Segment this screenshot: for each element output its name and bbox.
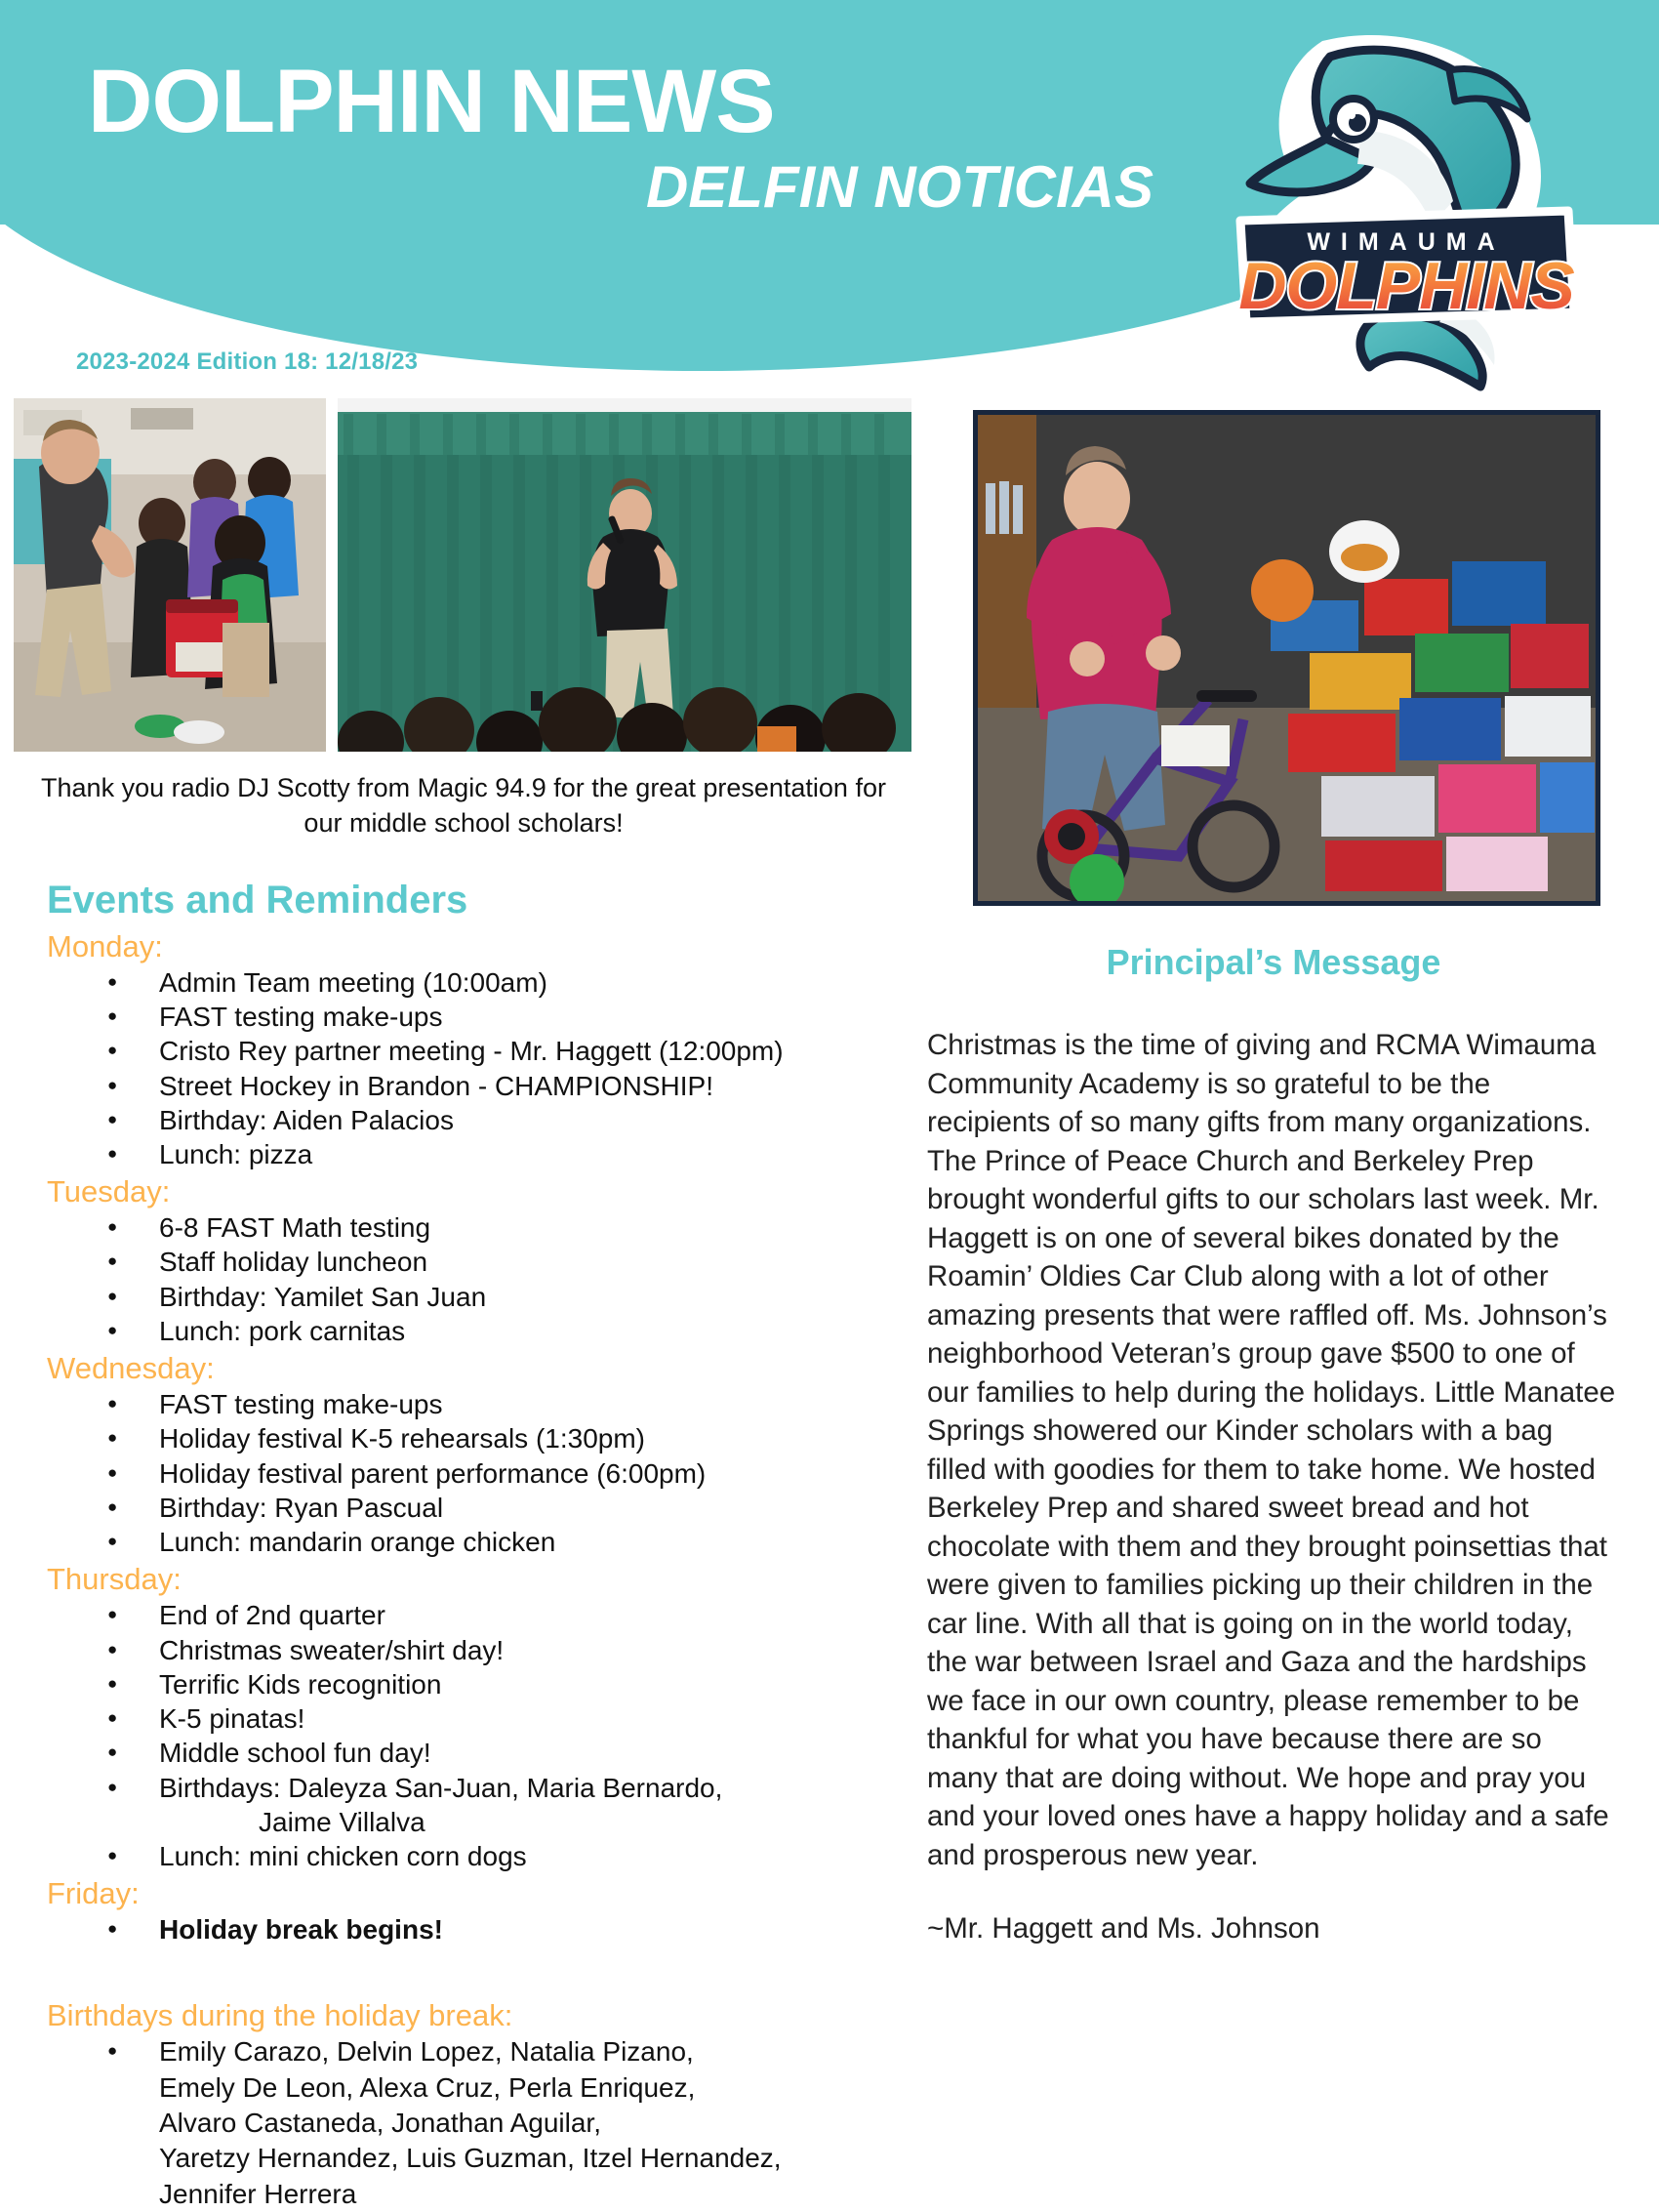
list-item: ● Lunch: pizza [47,1137,906,1171]
list-item: ● Holiday break begins! [47,1912,906,1946]
list-item: ● Street Hockey in Brandon - CHAMPIONSHIP! [47,1069,906,1103]
day-list-thursday [47,1598,906,1873]
list-item: ● Birthday: Yamilet San Juan [47,1280,906,1314]
page-title: DOLPHIN NEWS [88,52,775,151]
names-line-5: Jennifer Herrera [159,2178,357,2209]
photo-principal-bike-toys [973,410,1600,906]
day-heading-tuesday: Tuesday: [47,1174,171,1209]
list-item [47,2034,906,2212]
day-heading-friday: Friday: [47,1876,140,1911]
list-item: ● Holiday festival parent performance (6:00pm) [47,1456,906,1491]
list-item: ● Christmas sweater/shirt day! [47,1633,906,1667]
list-item: ● Middle school fun day! [47,1736,906,1770]
list-item-birthdays [47,1771,906,1840]
title-block [88,52,1171,220]
holiday-break-birthdays-heading: Birthdays during the holiday break: [47,1998,513,2033]
day-list-friday [47,1912,906,1946]
wimauma-dolphins-logo [1205,29,1596,400]
names-line-4: Yaretzy Hernandez, Luis Guzman, Itzel Hernandez, [159,2143,782,2174]
list-item: ● Lunch: mini chicken corn dogs [47,1839,906,1873]
list-item: ● Admin Team meeting (10:00am) [47,965,906,1000]
principal-message-heading: Principal’s Message [1106,942,1441,982]
list-item: ● Lunch: pork carnitas [47,1314,906,1348]
list-item: ● End of 2nd quarter [47,1598,906,1632]
principal-message-section [927,942,1620,1948]
list-item: ● FAST testing make-ups [47,1000,906,1034]
edition-label: 2023-2024 Edition 18: 12/18/23 [76,348,419,375]
photo-assembly [14,398,326,752]
events-and-reminders-section [47,879,906,2212]
birthdays-line-1: Birthdays: Daleyza San-Juan, Maria Bernardo, [159,1772,723,1803]
holiday-break-birthdays-list [47,2034,906,2212]
day-heading-thursday: Thursday: [47,1562,182,1597]
list-item: ● Birthday: Aiden Palacios [47,1103,906,1137]
birthdays-line-2: Jaime Villalva [259,1806,425,1837]
day-heading-wednesday: Wednesday: [47,1351,215,1386]
day-list-tuesday [47,1210,906,1348]
names-line-1: ● Emily Carazo, Delvin Lopez, Natalia Pizano, [159,2036,694,2068]
photo-caption: Thank you radio DJ Scotty from Magic 94.9 for the great presentation for our middle school scholars! [41,773,886,838]
logo-school-name: WIMAUMA [1307,228,1506,256]
list-item: ● Staff holiday luncheon [47,1245,906,1279]
list-item: ● Terrific Kids recognition [47,1667,906,1701]
principal-message-body: Christmas is the time of giving and RCMA Wimauma Community Academy is so grateful to be the recipients of so many gifts from many organizations. The Prince of Peace Church and Berkeley Prep brought wonderful gifts to our scholars last week. Mr. Haggett is on one of several bikes donated by the Roamin’ Oldies Car Club along with a lot of other amazing presents that were raffled off. Ms. Johnson’s neighborhood Veteran’s group gave $500 to one of our families to help during the holidays. Little Manatee Springs showered our Kinder scholars with a bag filled with goodies for them to take home. We hosted Berkeley Prep and shared sweet bread and hot chocolate with them and they brought poinsettias that were given to families picking up their children in the car line. With all that is going on in the world today, the war between Israel and Gaza and the hardships we face in our own country, please remember to be thankful for what you have because there are so many that are doing without. We hope and pray you and your loved ones have a happy holiday and a safe and prosperous new year. [927,1029,1616,1871]
list-item: ● K-5 pinatas! [47,1701,906,1736]
logo-mascot-name: DOLPHINS [1238,249,1574,323]
list-item: ● Holiday festival K-5 rehearsals (1:30pm) [47,1421,906,1455]
events-heading: Events and Reminders [47,879,468,922]
logo-nameplate [1238,211,1574,323]
photo-dj-presentation [338,398,911,752]
day-list-monday [47,965,906,1172]
list-item: ● Birthday: Ryan Pascual [47,1491,906,1525]
list-item: ● FAST testing make-ups [47,1387,906,1421]
names-line-3: Alvaro Castaneda, Jonathan Aguilar, [159,2108,601,2139]
list-item: ● Lunch: mandarin orange chicken [47,1525,906,1559]
names-line-2: Emely De Leon, Alexa Cruz, Perla Enriquez, [159,2071,696,2103]
page-subtitle: DELFIN NOTICIAS [646,154,1153,220]
principal-message-signature: ~Mr. Haggett and Ms. Johnson [927,1912,1320,1946]
list-item: ● Cristo Rey partner meeting - Mr. Haggett (12:00pm) [47,1034,906,1068]
day-list-wednesday [47,1387,906,1559]
day-heading-monday: Monday: [47,929,163,963]
list-item: ● 6-8 FAST Math testing [47,1210,906,1245]
